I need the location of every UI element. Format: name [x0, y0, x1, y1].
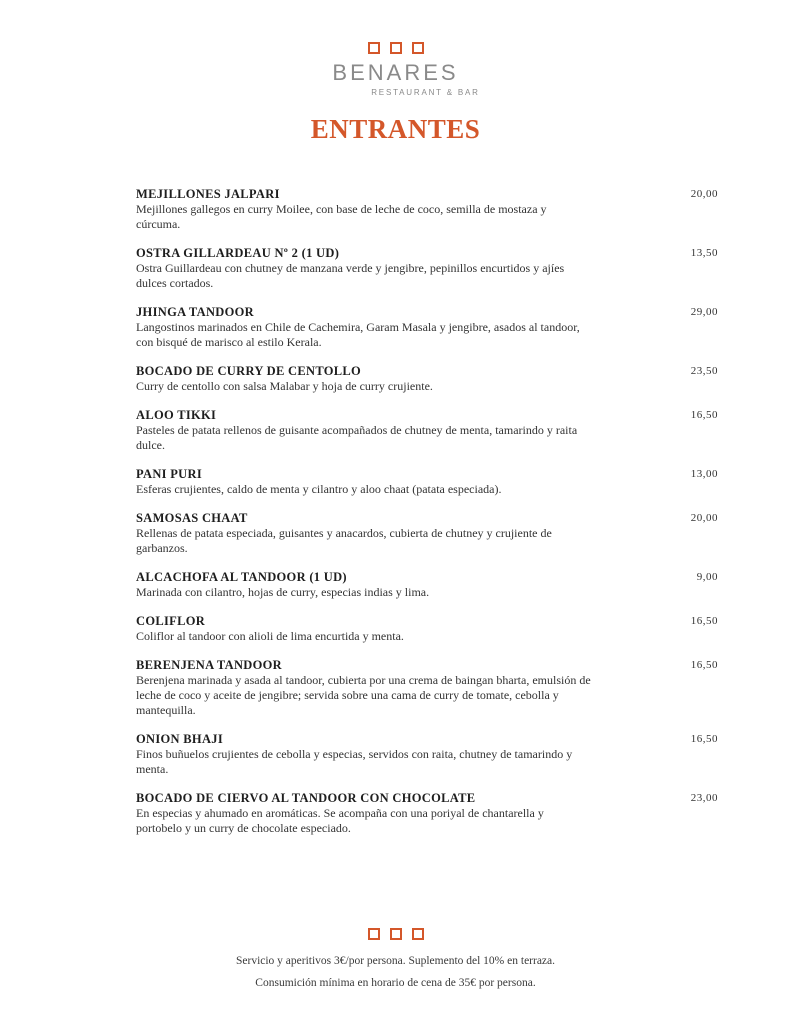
menu-list [136, 187, 718, 850]
footer-service-note: Servicio y aperitivos 3€/por persona. Suplemento del 10% en terraza. [235, 955, 556, 967]
item-name: COLIFLOR [136, 614, 206, 628]
item-price: 23,50 [690, 365, 718, 377]
square-icon [390, 928, 402, 940]
item-description: Esferas crujientes, caldo de menta y cilantro y aloo chaat (patata especiada). [136, 482, 502, 496]
menu-item [136, 467, 718, 497]
item-name: ONION BHAJI [136, 732, 223, 746]
item-name: JHINGA TANDOOR [136, 305, 254, 319]
item-description: Rellenas de patata especiada, guisantes y anacardos, cubierta de chutney y crujiente de garbanzos. [136, 526, 552, 555]
menu-item [136, 791, 718, 836]
menu-item [136, 658, 718, 718]
logo-squares-icon [0, 42, 791, 54]
menu-item [136, 732, 718, 777]
item-name: PANI PURI [136, 467, 203, 481]
item-name: BERENJENA TANDOOR [136, 658, 282, 672]
brand-subtitle: RESTAURANT & BAR [371, 88, 480, 97]
menu-item [136, 364, 718, 394]
item-price: 16,50 [690, 659, 718, 671]
item-description: Mejillones gallegos en curry Moilee, con base de leche de coco, semilla de mostaza y cúrcuma. [136, 202, 547, 231]
item-name: SAMOSAS CHAAT [136, 511, 248, 525]
footer-squares-icon [0, 928, 791, 940]
square-icon [390, 42, 402, 54]
item-price: 23,00 [690, 792, 718, 804]
footer-minimum-note: Consumición mínima en horario de cena de 35€ por persona. [255, 977, 536, 989]
menu-item [136, 187, 718, 232]
menu-item [136, 408, 718, 453]
item-description: Curry de centollo con salsa Malabar y hoja de curry crujiente. [136, 379, 433, 393]
square-icon [368, 928, 380, 940]
menu-item [136, 570, 718, 600]
menu-item [136, 614, 718, 644]
item-name: ALOO TIKKI [136, 408, 217, 422]
item-price: 20,00 [690, 512, 718, 524]
item-name: OSTRA GILLARDEAU Nº 2 (1 UD) [136, 246, 340, 260]
item-price: 16,50 [690, 409, 718, 421]
brand-name: BENARES [332, 60, 459, 85]
item-description: En especias y ahumado en aromáticas. Se acompaña con una poriyal de chantarella y portobelo y un curry de chocolate especiado. [136, 806, 544, 835]
item-description: Pasteles de patata rellenos de guisante acompañados de chutney de menta, tamarindo y raita dulce. [136, 423, 578, 452]
item-price: 13,50 [690, 247, 718, 259]
item-description: Marinada con cilantro, hojas de curry, especias indias y lima. [136, 585, 430, 599]
item-price: 13,00 [690, 468, 718, 480]
square-icon [412, 928, 424, 940]
item-description: Berenjena marinada y asada al tandoor, cubierta por una crema de baingan bharta, emulsión de leche de coco y aceite de jengibre; servida sobre una cama de curry de tomate, cebolla y mantequilla. [136, 673, 591, 717]
item-name: BOCADO DE CURRY DE CENTOLLO [136, 364, 362, 378]
square-icon [412, 42, 424, 54]
item-name: MEJILLONES JALPARI [136, 187, 280, 201]
item-description: Coliflor al tandoor con alioli de lima encurtida y menta. [136, 629, 404, 643]
item-description: Ostra Guillardeau con chutney de manzana verde y jengibre, pepinillos encurtidos y ajíes dulces cortados. [136, 261, 565, 290]
item-price: 20,00 [690, 188, 718, 200]
menu-item [136, 305, 718, 350]
item-name: BOCADO DE CIERVO AL TANDOOR CON CHOCOLATE [136, 791, 476, 805]
section-title: ENTRANTES [310, 114, 481, 144]
item-price: 29,00 [690, 306, 718, 318]
item-name: ALCACHOFA AL TANDOOR (1 UD) [136, 570, 347, 584]
item-description: Langostinos marinados en Chile de Cachemira, Garam Masala y jengibre, asados al tandoor, con bisqué de marisco al estilo Kerala. [136, 320, 580, 349]
item-price: 16,50 [690, 733, 718, 745]
item-description: Finos buñuelos crujientes de cebolla y especias, servidos con raita, chutney de tamarindo y menta. [136, 747, 573, 776]
item-price: 16,50 [690, 615, 718, 627]
item-price: 9,00 [696, 571, 718, 583]
menu-item [136, 511, 718, 556]
menu-item [136, 246, 718, 291]
square-icon [368, 42, 380, 54]
